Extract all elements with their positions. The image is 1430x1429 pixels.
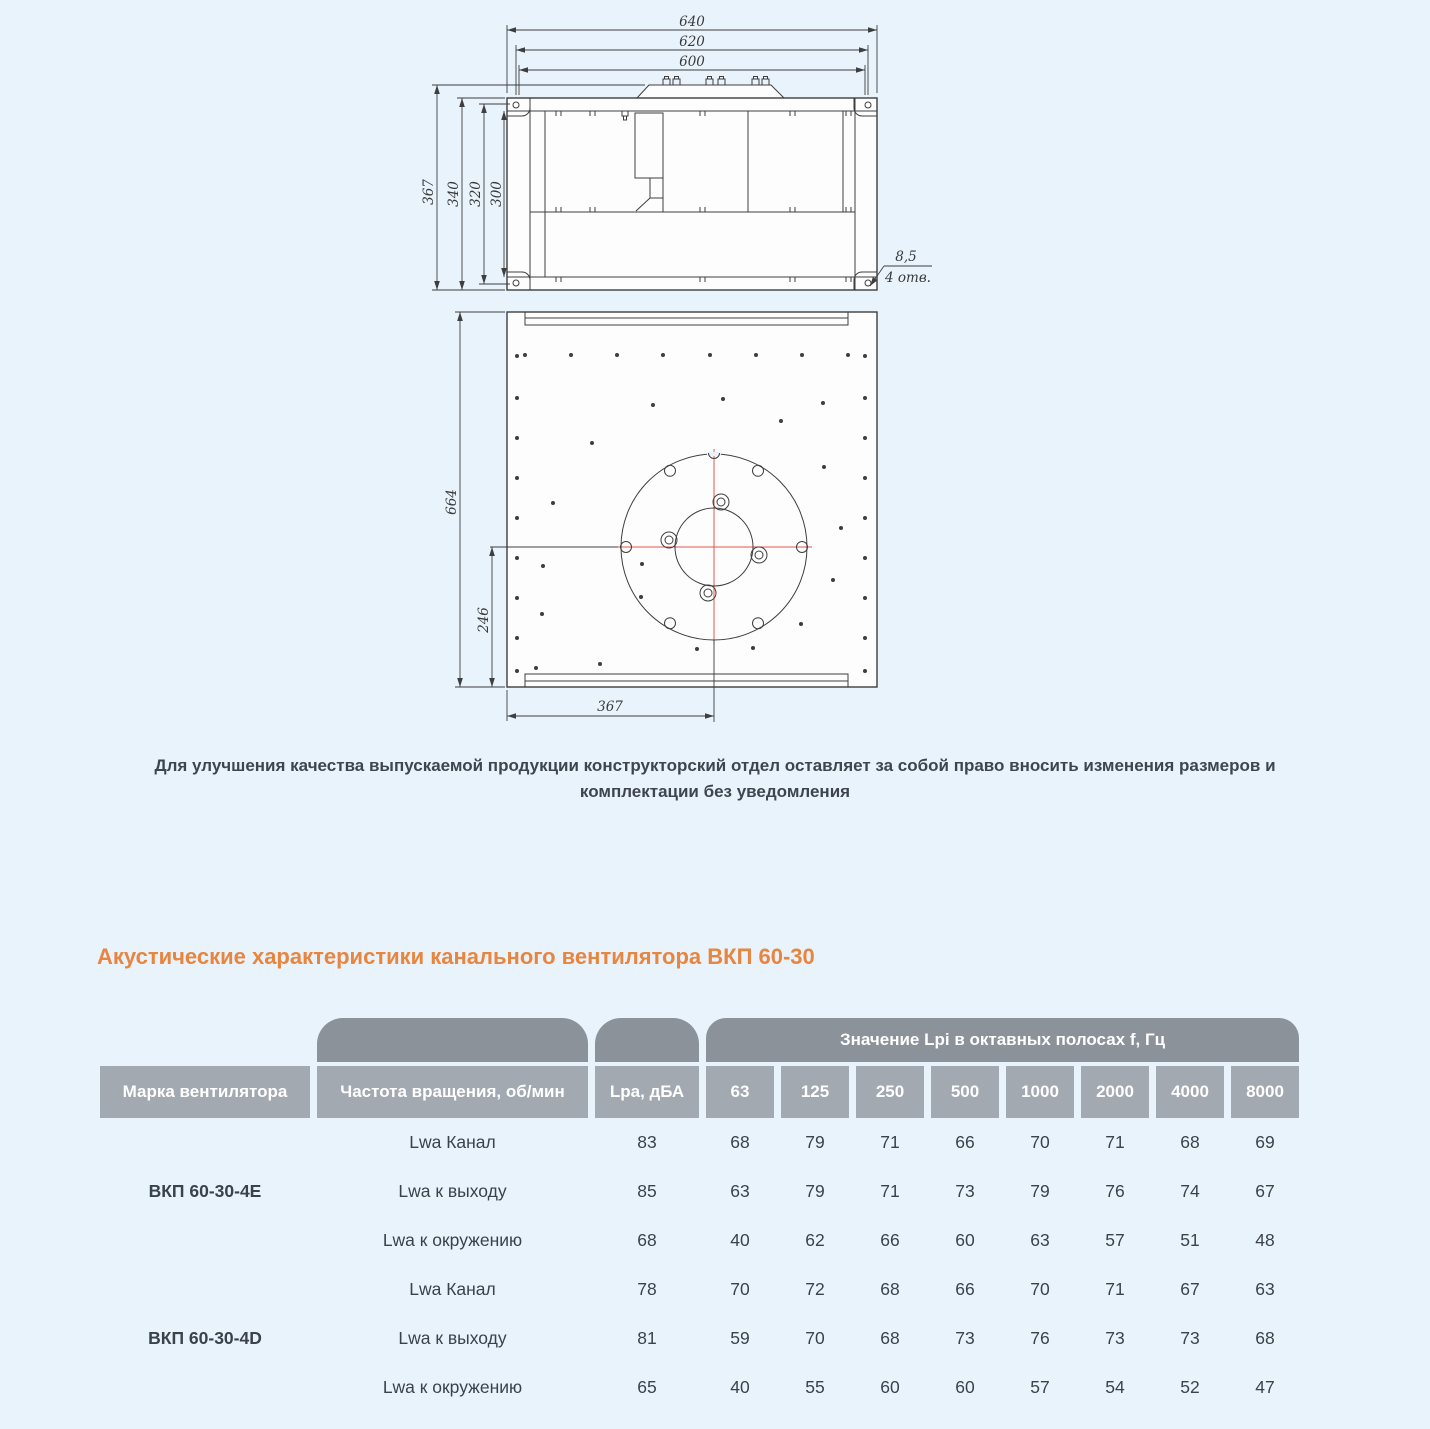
octave-value-cell: 63	[730, 1180, 750, 1201]
octave-value-cell: 70	[730, 1278, 750, 1299]
col-header-freq-1000: 1000	[1006, 1066, 1074, 1118]
model-cell: ВКП 60-30-4D	[148, 1327, 262, 1348]
octave-value-cell: 79	[805, 1180, 825, 1201]
lpa-value-cell: 83	[637, 1131, 657, 1152]
lpa-value-cell: 68	[637, 1229, 657, 1250]
octave-value-cell: 73	[1180, 1327, 1200, 1348]
octave-value-cell: 66	[955, 1278, 975, 1299]
octave-value-cell: 40	[730, 1229, 750, 1250]
col-header-freq-63: 63	[706, 1066, 774, 1118]
octave-value-cell: 40	[730, 1376, 750, 1397]
octave-value-cell: 47	[1255, 1376, 1275, 1397]
row-label-cell: Lwa Канал	[409, 1278, 496, 1299]
front-dim-640: 640	[679, 14, 705, 30]
octave-value-cell: 76	[1105, 1180, 1125, 1201]
octave-band-header	[706, 1018, 1299, 1062]
lpa-value-cell: 78	[637, 1278, 657, 1299]
octave-value-cell: 63	[1030, 1229, 1050, 1250]
octave-value-cell: 54	[1105, 1376, 1125, 1397]
front-dim-340: 340	[446, 181, 462, 207]
octave-value-cell: 71	[880, 1131, 900, 1152]
octave-value-cell: 59	[730, 1327, 750, 1348]
disclaimer-text: Для улучшения качества выпускаемой продукции конструкторский отдел оставляет за собой право вносить изменения размеров и комплектации без уведомления	[154, 756, 1276, 802]
octave-value-cell: 60	[955, 1229, 975, 1250]
octave-value-cell: 71	[880, 1180, 900, 1201]
octave-value-cell: 68	[880, 1327, 900, 1348]
col-header-lpa: Lpa, дБА	[595, 1066, 699, 1118]
col-header-freq-125: 125	[781, 1066, 849, 1118]
octave-value-cell: 51	[1180, 1229, 1200, 1250]
octave-value-cell: 55	[805, 1376, 825, 1397]
octave-value-cell: 73	[1105, 1327, 1125, 1348]
octave-value-cell: 68	[1255, 1327, 1275, 1348]
plan-dim-367: 367	[597, 699, 623, 715]
plan-dim-246: 246	[476, 607, 492, 633]
octave-value-cell: 48	[1255, 1229, 1275, 1250]
row-label-cell: Lwa к выходу	[398, 1180, 507, 1201]
front-dim-620: 620	[679, 34, 705, 50]
octave-value-cell: 72	[805, 1278, 825, 1299]
hole-diameter-label: 8,5	[895, 249, 917, 265]
octave-value-cell: 52	[1180, 1376, 1200, 1397]
lpa-value-cell: 81	[637, 1327, 657, 1348]
row-label-cell: Lwa Канал	[409, 1131, 496, 1152]
octave-value-cell: 62	[805, 1229, 825, 1250]
octave-value-cell: 71	[1105, 1278, 1125, 1299]
octave-value-cell: 70	[1030, 1278, 1050, 1299]
octave-value-cell: 76	[1030, 1327, 1050, 1348]
octave-band-title: Значение Lpi в октавных полосах f, Гц	[839, 1029, 1166, 1049]
row-label-cell: Lwa к окружению	[382, 1229, 523, 1250]
front-dim-600: 600	[679, 54, 705, 70]
octave-value-cell: 68	[880, 1278, 900, 1299]
fan-plan-view-drawing	[444, 312, 877, 722]
col-header-freq-4000: 4000	[1156, 1066, 1224, 1118]
octave-value-cell: 57	[1105, 1229, 1125, 1250]
octave-value-cell: 79	[1030, 1180, 1050, 1201]
octave-value-cell: 69	[1255, 1131, 1275, 1152]
lpa-column-band	[595, 1018, 699, 1062]
octave-value-cell: 74	[1180, 1180, 1200, 1201]
row-label-cell: Lwa к выходу	[398, 1327, 507, 1348]
lpa-value-cell: 65	[637, 1376, 657, 1397]
col-header-model: Марка вентилятора	[100, 1066, 310, 1118]
model-cell: ВКП 60-30-4E	[148, 1180, 262, 1201]
col-header-rotation: Частота вращения, об/мин	[317, 1066, 588, 1118]
front-dim-320: 320	[468, 181, 484, 207]
octave-value-cell: 66	[955, 1131, 975, 1152]
acoustic-characteristics-table	[100, 1018, 1430, 1412]
octave-value-cell: 68	[730, 1131, 750, 1152]
col-header-freq-2000: 2000	[1081, 1066, 1149, 1118]
front-dim-300: 300	[489, 181, 505, 207]
col-header-freq-500: 500	[931, 1066, 999, 1118]
octave-value-cell: 57	[1030, 1376, 1050, 1397]
col-header-freq-250: 250	[856, 1066, 924, 1118]
octave-value-cell: 79	[805, 1131, 825, 1152]
octave-value-cell: 68	[1180, 1131, 1200, 1152]
octave-value-cell: 70	[1030, 1131, 1050, 1152]
octave-value-cell: 73	[955, 1180, 975, 1201]
octave-value-cell: 70	[805, 1327, 825, 1348]
row-label-cell: Lwa к окружению	[382, 1376, 523, 1397]
octave-value-cell: 60	[955, 1376, 975, 1397]
lpa-value-cell: 85	[637, 1180, 657, 1201]
octave-value-cell: 60	[880, 1376, 900, 1397]
col-header-freq-8000: 8000	[1231, 1066, 1299, 1118]
section-title: Акустические характеристики канального вентилятора ВКП 60-30	[97, 943, 815, 969]
octave-value-cell: 67	[1255, 1180, 1275, 1201]
fan-front-view-drawing	[421, 14, 932, 290]
octave-value-cell: 67	[1180, 1278, 1200, 1299]
octave-value-cell: 71	[1105, 1131, 1125, 1152]
front-dim-367: 367	[421, 179, 437, 205]
octave-value-cell: 73	[955, 1327, 975, 1348]
plan-dim-664: 664	[444, 489, 460, 515]
hole-count-label: 4 отв.	[885, 270, 931, 286]
rotation-column-band	[317, 1018, 588, 1062]
octave-value-cell: 66	[880, 1229, 900, 1250]
octave-value-cell: 63	[1255, 1278, 1275, 1299]
